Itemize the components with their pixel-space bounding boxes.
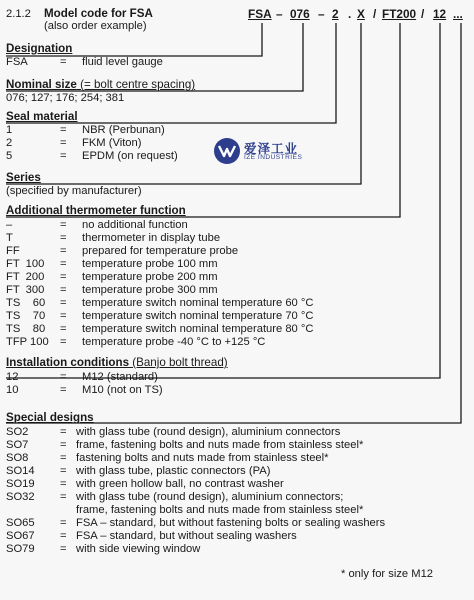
row-code: 5 <box>6 150 13 162</box>
thermometer-heading: Additional thermometer function <box>6 204 186 217</box>
row-eq: = <box>60 137 67 149</box>
row-code: SO32 <box>6 491 35 503</box>
row-desc: M10 (not on TS) <box>82 384 163 396</box>
row-eq: = <box>60 56 67 68</box>
row-desc: prepared for temperature probe <box>82 245 239 257</box>
row-eq: = <box>60 284 67 296</box>
code-segment-size: 076 <box>290 7 310 21</box>
logo-text-en: IZE INDUSTRIES <box>244 154 303 161</box>
row-eq: = <box>60 384 67 396</box>
designation-heading: Designation <box>6 42 73 55</box>
row-eq: = <box>60 439 67 451</box>
row-desc: temperature probe 100 mm <box>82 258 218 270</box>
row-eq: = <box>60 452 67 464</box>
row-desc: FKM (Viton) <box>82 137 142 149</box>
series-heading: Series <box>6 171 41 184</box>
row-desc: temperature probe 200 mm <box>82 271 218 283</box>
row-eq: = <box>60 543 67 555</box>
row-desc: temperature probe 300 mm <box>82 284 218 296</box>
row-desc: FSA – standard, but without sealing washers <box>76 530 297 542</box>
row-eq: = <box>60 478 67 490</box>
series-note: (specified by manufacturer) <box>6 185 142 197</box>
footnote: * only for size M12 <box>341 568 434 580</box>
row-eq: = <box>60 371 67 383</box>
row-desc: with glass tube (round design), aluminium connectors; <box>76 491 344 503</box>
row-eq: = <box>60 491 67 503</box>
row-code: FF <box>6 245 20 257</box>
nominal-size-values: 076; 127; 176; 254; 381 <box>6 92 125 104</box>
row-eq: = <box>60 124 67 136</box>
row-eq: = <box>60 297 67 309</box>
nominal-size-heading: Nominal size (= bolt centre spacing) <box>6 78 196 91</box>
special-designs-heading: Special designs <box>6 411 94 424</box>
logo-mark-icon <box>213 137 241 165</box>
row-desc: fastening bolts and nuts made from stainless steel* <box>76 452 329 464</box>
row-desc: with glass tube (round design), aluminium connectors <box>76 426 341 438</box>
row-code: SO65 <box>6 517 35 529</box>
row-code: T <box>6 232 13 244</box>
row-eq: = <box>60 465 67 477</box>
code-segment-series: X <box>357 7 365 21</box>
row-eq: = <box>60 530 67 542</box>
row-desc: fluid level gauge <box>82 56 163 68</box>
row-desc: FSA – standard, but without fastening bolts or sealing washers <box>76 517 386 529</box>
row-code: 1 <box>6 124 13 136</box>
row-eq: = <box>60 245 67 257</box>
code-segment-thermometer: FT200 <box>382 7 417 21</box>
row-code: 2 <box>6 137 13 149</box>
row-desc: temperature switch nominal temperature 80 °C <box>82 323 314 335</box>
row-code: TS 70 <box>6 310 46 322</box>
row-code: 10 <box>6 384 19 396</box>
row-eq: = <box>60 517 67 529</box>
row-desc: M12 (standard) <box>82 371 158 383</box>
code-segment-special: ... <box>453 7 463 21</box>
row-desc: EPDM (on request) <box>82 150 178 162</box>
row-eq: = <box>60 310 67 322</box>
row-code: – <box>6 219 13 231</box>
row-eq: = <box>60 271 67 283</box>
row-code: FT 300 <box>6 284 45 296</box>
code-segment-fsa: FSA <box>248 7 272 21</box>
row-eq: = <box>60 232 67 244</box>
row-eq: = <box>60 426 67 438</box>
code-segment-seal: 2 <box>332 7 339 21</box>
row-desc: temperature probe -40 °C to +125 °C <box>82 336 266 348</box>
section-number: 2.1.2 <box>6 8 31 20</box>
row-desc: temperature switch nominal temperature 70 °C <box>82 310 314 322</box>
code-separator: / <box>373 7 377 21</box>
row-code: 12 <box>6 371 19 383</box>
row-code: TFP 100 <box>6 336 49 348</box>
row-desc: with glass tube, plastic connectors (PA) <box>76 465 271 477</box>
row-code: SO19 <box>6 478 35 490</box>
row-desc: NBR (Perbunan) <box>82 124 165 136</box>
row-code: SO79 <box>6 543 35 555</box>
page-title: Model code for FSA <box>44 7 153 20</box>
connector-seal-material <box>6 23 336 123</box>
row-code: TS 80 <box>6 323 46 335</box>
code-separator: . <box>348 7 352 21</box>
row-code: SO67 <box>6 530 35 542</box>
row-code: SO8 <box>6 452 29 464</box>
row-eq: = <box>60 336 67 348</box>
row-code: FSA <box>6 56 28 68</box>
row-code: SO14 <box>6 465 35 477</box>
row-desc: with side viewing window <box>76 543 201 555</box>
row-desc: with green hollow ball, no contrast washer <box>76 478 284 490</box>
row-code: FT 100 <box>6 258 45 270</box>
row-code: FT 200 <box>6 271 45 283</box>
row-desc: temperature switch nominal temperature 60 °C <box>82 297 314 309</box>
company-logo <box>213 137 323 167</box>
row-desc: thermometer in display tube <box>82 232 221 244</box>
row-eq: = <box>60 219 67 231</box>
code-separator: – <box>276 7 283 21</box>
row-eq: = <box>60 323 67 335</box>
installation-heading: Installation conditions (Banjo bolt thread) <box>6 356 228 369</box>
row-code: SO7 <box>6 439 29 451</box>
code-separator: – <box>318 7 325 21</box>
row-code: TS 60 <box>6 297 46 309</box>
row-desc: frame, fastening bolts and nuts made from stainless steel* <box>76 439 364 451</box>
code-separator: / <box>421 7 425 21</box>
seal-material-heading: Seal material <box>6 110 78 123</box>
row-desc-continued: frame, fastening bolts and nuts made from stainless steel* <box>76 504 364 516</box>
row-eq: = <box>60 150 67 162</box>
logo-text-cn: 爱泽工业 <box>244 142 299 156</box>
row-desc: no additional function <box>82 219 188 231</box>
code-segment-installation: 12 <box>433 7 447 21</box>
row-eq: = <box>60 258 67 270</box>
page-subtitle: (also order example) <box>44 20 147 32</box>
row-code: SO2 <box>6 426 29 438</box>
